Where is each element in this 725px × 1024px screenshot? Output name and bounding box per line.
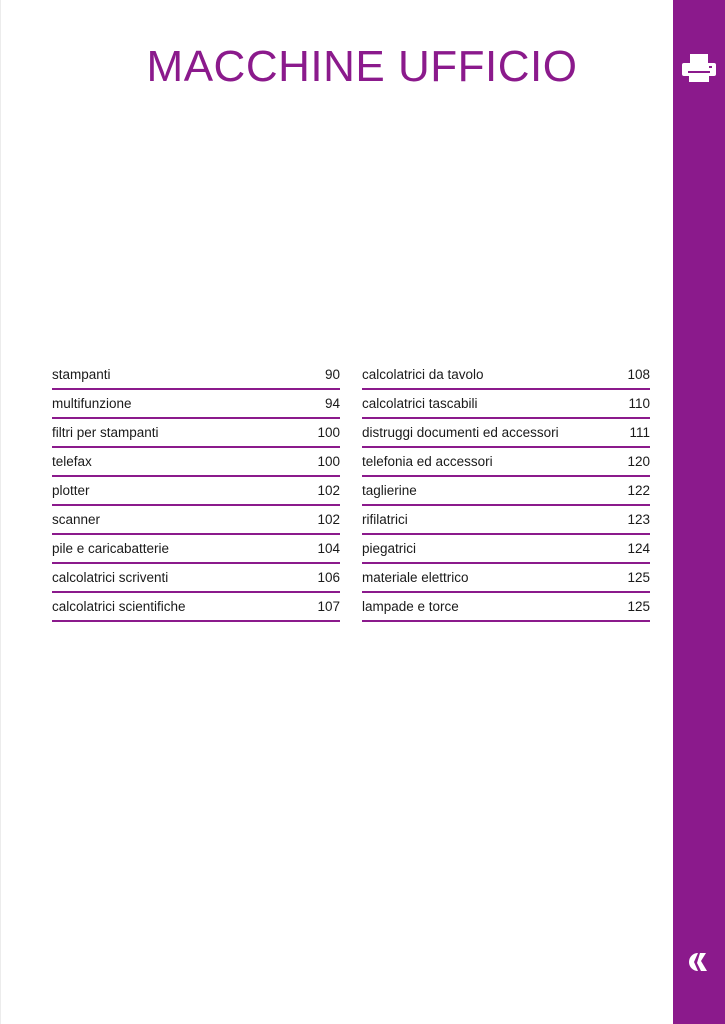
index-column-right [362, 361, 650, 622]
index-row[interactable] [362, 506, 650, 535]
index-page: 104 [317, 541, 340, 556]
index-label: taglierine [362, 483, 417, 498]
index-label: calcolatrici scientifiche [52, 599, 186, 614]
index-row[interactable] [52, 448, 340, 477]
index-label: telefonia ed accessori [362, 454, 493, 469]
index-page: 106 [317, 570, 340, 585]
index-page: 100 [317, 454, 340, 469]
index-page: 110 [628, 396, 650, 411]
index-page: 107 [317, 599, 340, 614]
index-row[interactable] [52, 506, 340, 535]
index-label: piegatrici [362, 541, 417, 556]
page-edge [0, 0, 1, 1024]
index-page: 123 [627, 512, 650, 527]
index-page: 125 [627, 599, 650, 614]
index-row[interactable] [362, 419, 650, 448]
index-row[interactable] [52, 419, 340, 448]
index-label: scanner [52, 512, 101, 527]
index-page: 122 [627, 483, 650, 498]
index-row[interactable] [362, 361, 650, 390]
index-row[interactable] [362, 477, 650, 506]
index-label: multifunzione [52, 396, 132, 411]
index-row[interactable] [362, 564, 650, 593]
index-label: stampanti [52, 367, 111, 382]
index-label: distruggi documenti ed accessori [362, 425, 559, 440]
index-label: rifilatrici [362, 512, 408, 527]
page-title: MACCHINE UFFICIO [146, 42, 578, 91]
index-page: 90 [324, 367, 340, 382]
index-row[interactable] [362, 390, 650, 419]
index-page: 125 [627, 570, 650, 585]
index-row[interactable] [52, 390, 340, 419]
index-page: 100 [317, 425, 340, 440]
brand-logo [684, 950, 712, 974]
index-page: 102 [317, 483, 340, 498]
index-label: calcolatrici tascabili [362, 396, 478, 411]
index-page: 124 [627, 541, 650, 556]
index-row[interactable] [52, 564, 340, 593]
index-label: lampade e torce [362, 599, 459, 614]
index-label: calcolatrici scriventi [52, 570, 169, 585]
index-page: 111 [629, 425, 650, 440]
index-label: plotter [52, 483, 90, 498]
index-label: materiale elettrico [362, 570, 469, 585]
index-row[interactable] [362, 535, 650, 564]
index-page: 102 [317, 512, 340, 527]
index-label: filtri per stampanti [52, 425, 159, 440]
index-row[interactable] [362, 448, 650, 477]
index-row[interactable] [362, 593, 650, 622]
index-row[interactable] [52, 477, 340, 506]
index-label: pile e caricabatterie [52, 541, 170, 556]
index-row[interactable] [52, 593, 340, 622]
index-column-left [52, 361, 340, 622]
index-row[interactable] [52, 535, 340, 564]
index-label: calcolatrici da tavolo [362, 367, 484, 382]
section-side-bar [673, 0, 725, 1024]
index-page: 120 [627, 454, 650, 469]
index-page: 108 [627, 367, 650, 382]
index-label: telefax [52, 454, 92, 469]
index-row[interactable] [52, 361, 340, 390]
index-page: 94 [324, 396, 340, 411]
printer-icon [680, 52, 718, 84]
